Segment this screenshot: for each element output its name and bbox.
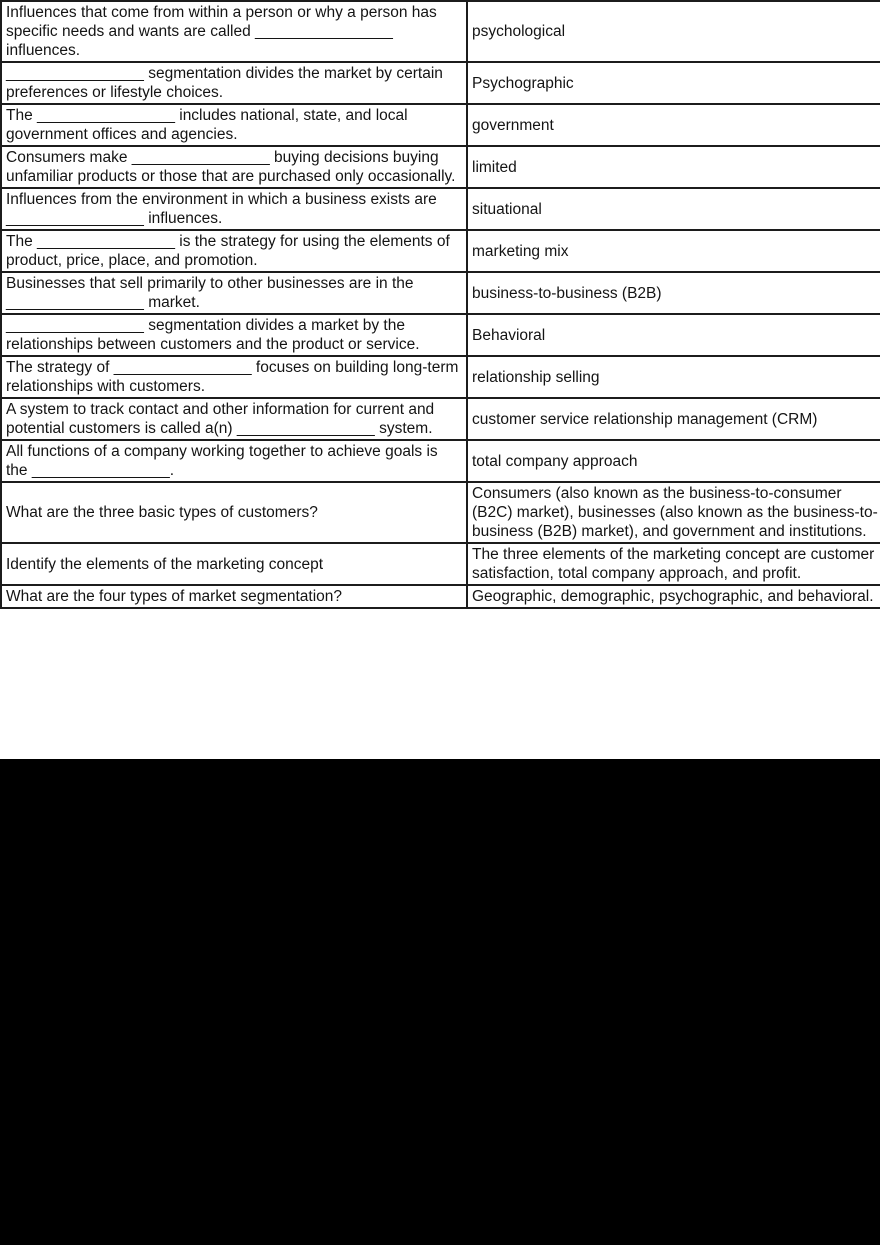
question-cell: The strategy of ________________ focuses on building long-term relationships with customers.	[1, 356, 467, 398]
table-row	[1, 104, 880, 146]
black-letterbox	[0, 759, 880, 1245]
table-row	[1, 398, 880, 440]
table-row	[1, 482, 880, 543]
answer-cell: limited	[467, 146, 880, 188]
question-cell: The ________________ is the strategy for using the elements of product, price, place, and promotion.	[1, 230, 467, 272]
answer-cell: marketing mix	[467, 230, 880, 272]
table-row	[1, 146, 880, 188]
question-cell: ________________ segmentation divides a market by the relationships between customers and the product or service.	[1, 314, 467, 356]
answer-cell: Behavioral	[467, 314, 880, 356]
question-cell: What are the three basic types of customers?	[1, 482, 467, 543]
answer-cell: total company approach	[467, 440, 880, 482]
table-row	[1, 314, 880, 356]
table-row	[1, 188, 880, 230]
flashcard-qa-table	[0, 0, 880, 609]
table-row	[1, 230, 880, 272]
answer-cell: psychological	[467, 1, 880, 62]
table-row	[1, 440, 880, 482]
qa-table-body	[1, 1, 880, 608]
answer-cell: The three elements of the marketing concept are customer satisfaction, total company approach, and profit.	[467, 543, 880, 585]
question-cell: The ________________ includes national, state, and local government offices and agencies.	[1, 104, 467, 146]
table-row	[1, 62, 880, 104]
table-row	[1, 272, 880, 314]
answer-cell: Psychographic	[467, 62, 880, 104]
question-cell: What are the four types of market segmentation?	[1, 585, 467, 608]
answer-cell: business-to-business (B2B)	[467, 272, 880, 314]
question-cell: All functions of a company working together to achieve goals is the ________________.	[1, 440, 467, 482]
question-cell: A system to track contact and other information for current and potential customers is called a(n) ________________ system.	[1, 398, 467, 440]
question-cell: Identify the elements of the marketing concept	[1, 543, 467, 585]
table-row	[1, 585, 880, 608]
question-cell: Influences from the environment in which a business exists are ________________ influences.	[1, 188, 467, 230]
answer-cell: customer service relationship management (CRM)	[467, 398, 880, 440]
question-cell: Businesses that sell primarily to other businesses are in the ________________ market.	[1, 272, 467, 314]
answer-cell: Geographic, demographic, psychographic, and behavioral.	[467, 585, 880, 608]
answer-cell: situational	[467, 188, 880, 230]
answer-cell: Consumers (also known as the business-to-consumer (B2C) market), businesses (also known as the business-to-business (B2B) market), and government and institutions.	[467, 482, 880, 543]
table-row	[1, 543, 880, 585]
question-cell: Consumers make ________________ buying decisions buying unfamiliar products or those that are purchased only occasionally.	[1, 146, 467, 188]
table-row	[1, 1, 880, 62]
table-row	[1, 356, 880, 398]
answer-cell: government	[467, 104, 880, 146]
answer-cell: relationship selling	[467, 356, 880, 398]
question-cell: ________________ segmentation divides the market by certain preferences or lifestyle choices.	[1, 62, 467, 104]
question-cell: Influences that come from within a person or why a person has specific needs and wants are called ________________ influences.	[1, 1, 467, 62]
